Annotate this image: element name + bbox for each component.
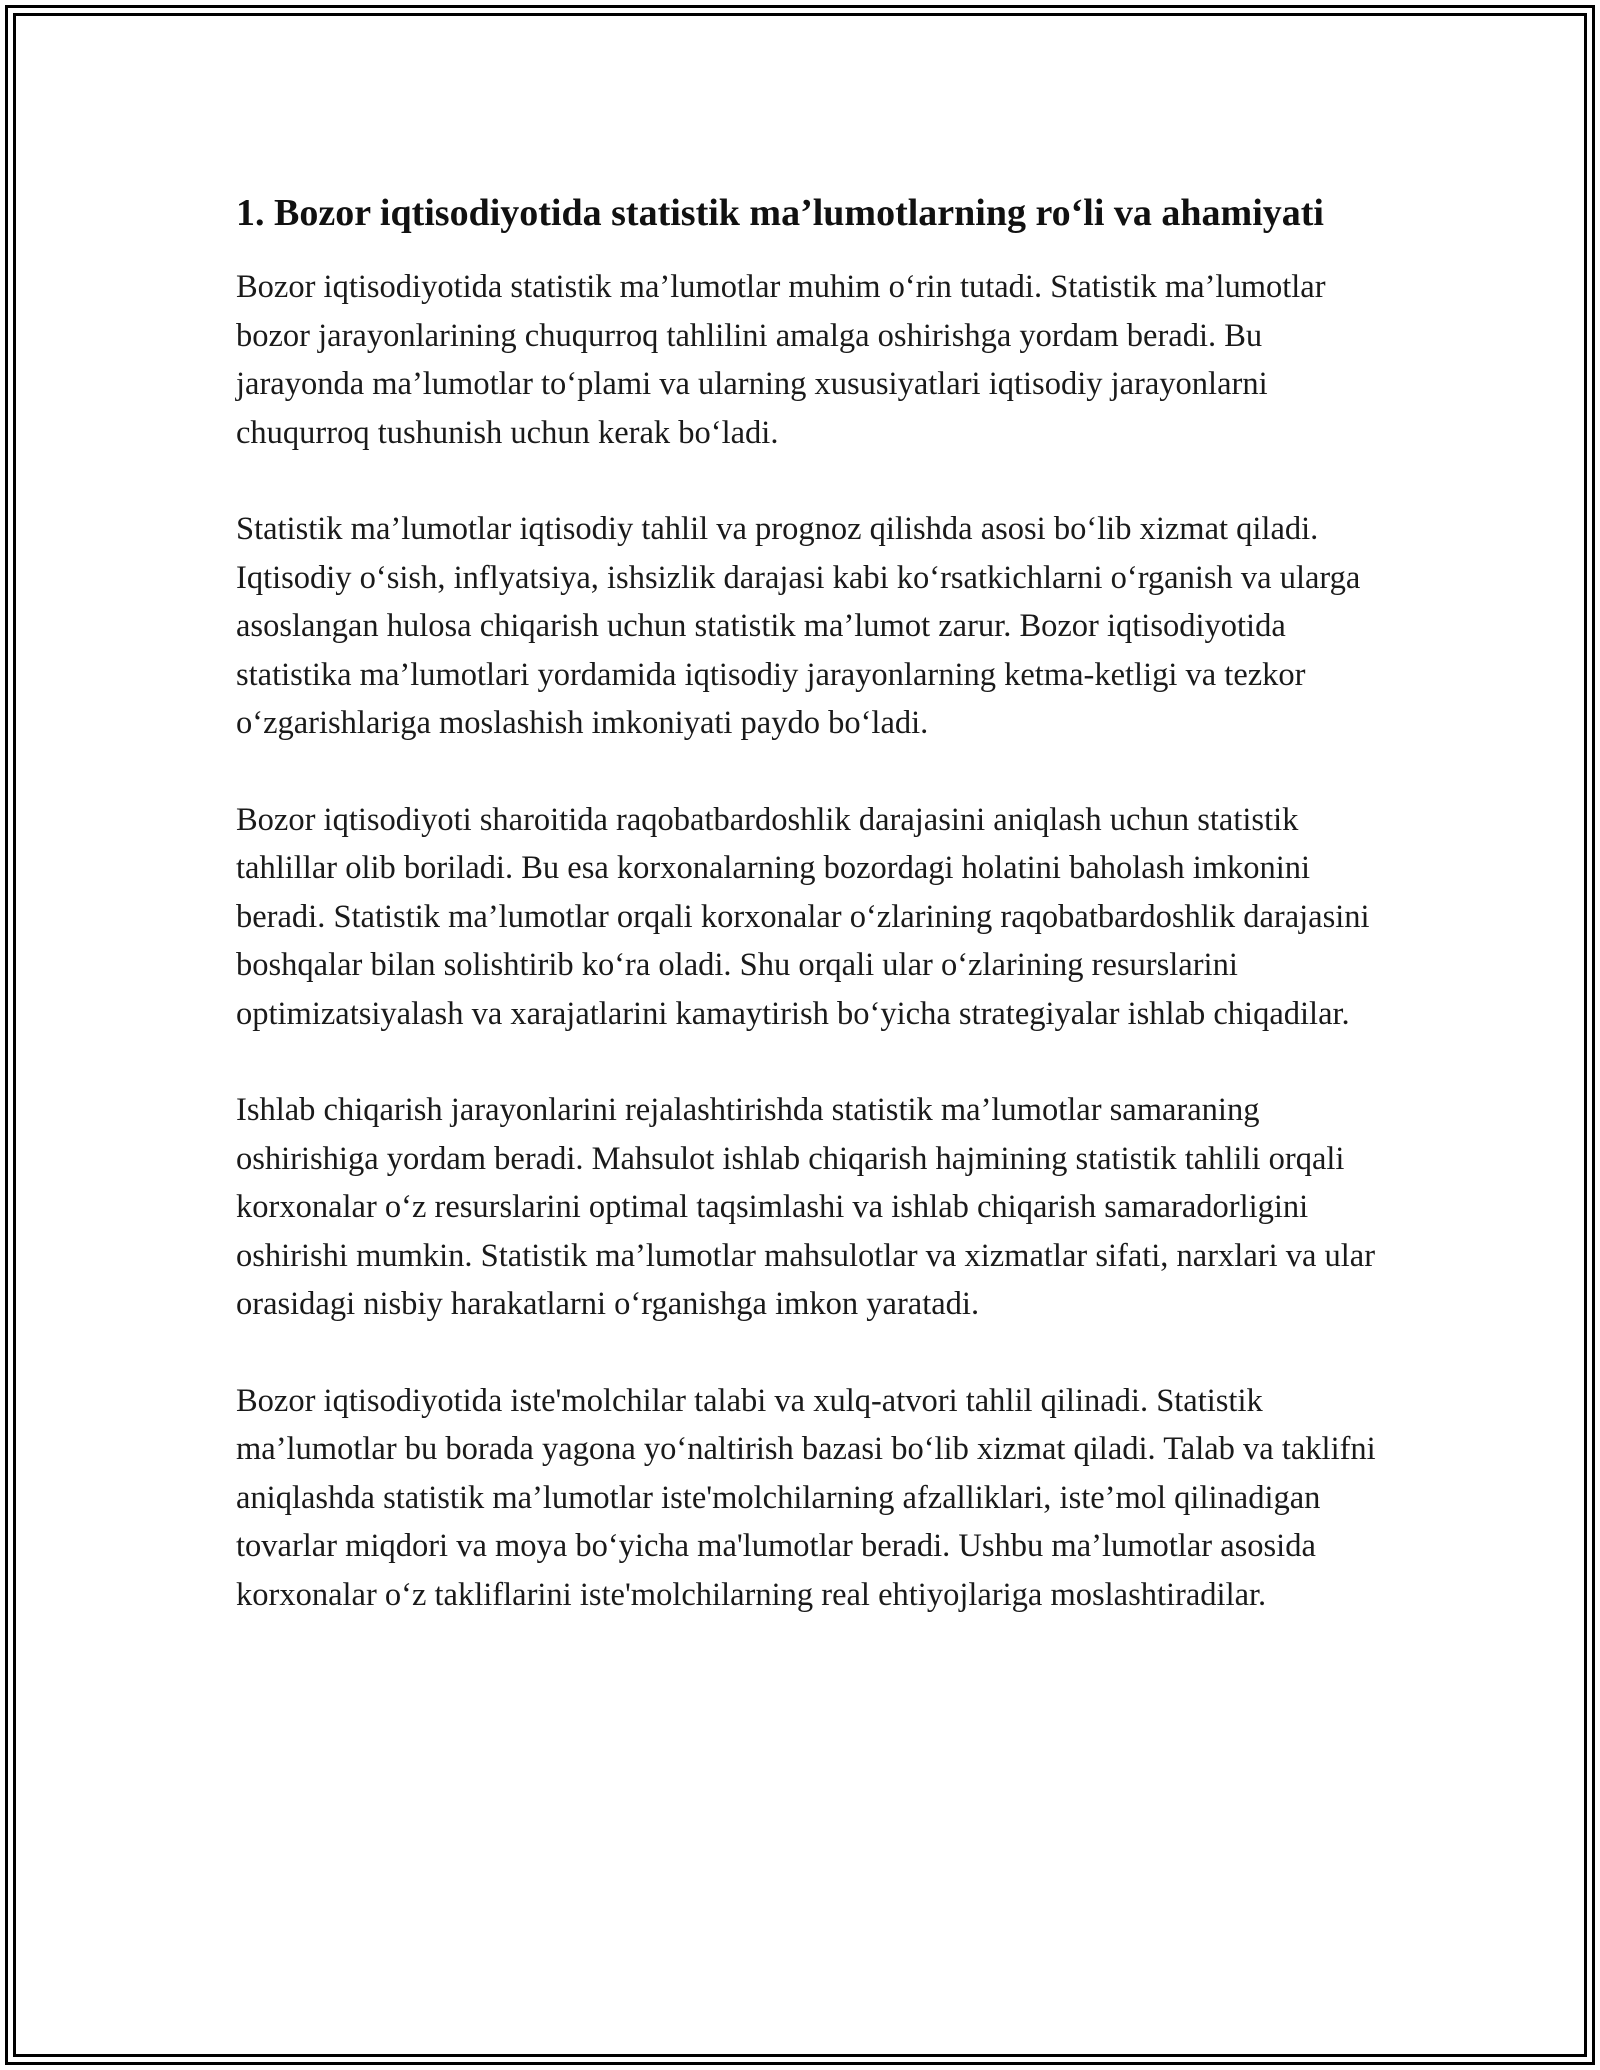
paragraph-3: Bozor iqtisodiyoti sharoitida raqobatbardoshlik darajasini aniqlash uchun statistik tahlillar olib boriladi. Bu esa korxonalarning bozordagi holatini baholash imkonini beradi. Statistik ma’lumotlar orqali korxonalar o‘zlarining raqobatbardoshlik darajasini boshqalar bilan solishtirib ko‘ra oladi. Shu orqali ular o‘zlarining resurslarini optimizatsiyalash va xarajatlarini kamaytirish bo‘yicha strategiyalar ishlab chiqadilar. (236, 801, 1370, 1032)
section-heading: 1. Bozor iqtisodiyotida statistik ma’lumotlarning ro‘li va ahamiyati (236, 192, 1324, 234)
paragraph-1: Bozor iqtisodiyotida statistik ma’lumotlar muhim o‘rin tutadi. Statistik ma’lumotlar bozor jarayonlarining chuqurroq tahlilini amalga oshirishga yordam beradi. Bu jarayonda ma’lumotlar to‘plami va ularning xususiyatlari iqtisodiy jarayonlarni chuqurroq tushunish uchun kerak bo‘ladi. (236, 269, 1326, 451)
paragraph-5: Bozor iqtisodiyotida iste'molchilar talabi va xulq-atvori tahlil qilinadi. Statistik ma’lumotlar bu borada yagona yo‘naltirish bazasi bo‘lib xizmat qiladi. Talab va taklifni aniqlashda statistik ma’lumotlar iste'molchilarning afzalliklari, iste’mol qilinadigan tovarlar miqdori va moya bo‘yicha ma'lumotlar beradi. Ushbu ma’lumotlar asosida korxonalar o‘z takliflarini iste'molchilarning real ehtiyojlariga moslashtiradilar. (236, 1382, 1376, 1613)
paragraph-4: Ishlab chiqarish jarayonlarini rejalashtirishda statistik ma’lumotlar samaraning oshirishiga yordam beradi. Mahsulot ishlab chiqarish hajmining statistik tahlili orqali korxonalar o‘z resurslarini optimal taqsimlashi va ishlab chiqarish samaradorligini oshirishi mumkin. Statistik ma’lumotlar mahsulotlar va xizmatlar sifati, narxlari va ular orasidagi nisbiy harakatlarni o‘rganishga imkon yaratadi. (236, 1092, 1376, 1322)
paragraph-2: Statistik ma’lumotlar iqtisodiy tahlil va prognoz qilishda asosi bo‘lib xizmat qiladi. Iqtisodiy o‘sish, inflyatsiya, ishsizlik darajasi kabi ko‘rsatkichlarni o‘rganish va ularga asoslangan hulosa chiqarish uchun statistik ma’lumot zarur. Bozor iqtisodiyotida statistika ma’lumotlari yordamida iqtisodiy jarayonlarning ketma-ketligi va tezkor o‘zgarishlariga moslashish imkoniyati paydo bo‘ladi. (236, 511, 1361, 741)
document-body (236, 186, 1396, 1619)
